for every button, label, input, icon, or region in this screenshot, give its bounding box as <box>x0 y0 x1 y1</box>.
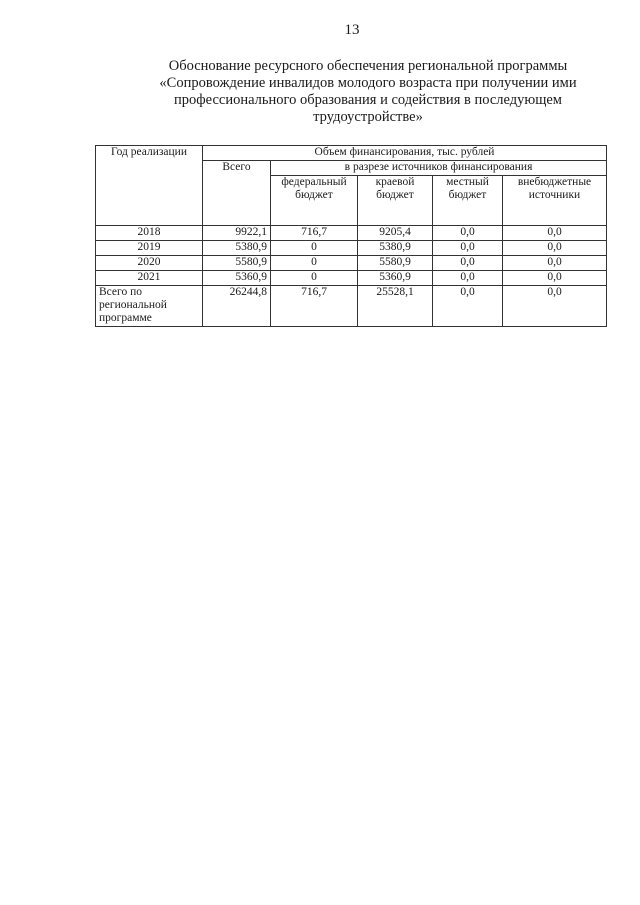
header-extra: внебюджетные источники <box>503 176 607 226</box>
table-row <box>96 256 607 271</box>
cell-total: 5380,9 <box>203 241 271 256</box>
cell-local: 0,0 <box>433 271 503 286</box>
table-row <box>96 271 607 286</box>
cell-federal: 0 <box>271 241 358 256</box>
cell-total: 26244,8 <box>203 286 271 327</box>
title-line: «Сопровождение инвалидов молодого возраста при получении ими <box>159 75 577 91</box>
cell-local: 0,0 <box>433 226 503 241</box>
cell-regional: 9205,4 <box>358 226 433 241</box>
cell-total: 9922,1 <box>203 226 271 241</box>
cell-regional: 5360,9 <box>358 271 433 286</box>
cell-extra: 0,0 <box>503 256 607 271</box>
header-local: местный бюджет <box>433 176 503 226</box>
cell-federal: 716,7 <box>271 286 358 327</box>
cell-federal: 0 <box>271 256 358 271</box>
cell-year: 2019 <box>96 241 203 256</box>
cell-regional: 25528,1 <box>358 286 433 327</box>
cell-total-label: Всего по региональной программе <box>96 286 203 327</box>
title-line: Обоснование ресурсного обеспечения региональной программы <box>168 58 568 74</box>
header-sources: в разрезе источников финансирования <box>271 161 607 176</box>
title-line: профессионального образования и содействия в последующем <box>174 92 562 108</box>
cell-local: 0,0 <box>433 241 503 256</box>
cell-federal: 0 <box>271 271 358 286</box>
cell-year: 2021 <box>96 271 203 286</box>
title-line: трудоустройстве» <box>313 109 423 125</box>
cell-extra: 0,0 <box>503 271 607 286</box>
table-row <box>96 241 607 256</box>
cell-federal: 716,7 <box>271 226 358 241</box>
page-number: 13 <box>344 22 360 38</box>
header-year: Год реализации <box>96 146 203 226</box>
header-federal: федеральный бюджет <box>271 176 358 226</box>
cell-total: 5580,9 <box>203 256 271 271</box>
cell-extra: 0,0 <box>503 241 607 256</box>
cell-year: 2018 <box>96 226 203 241</box>
header-volume: Объем финансирования, тыс. рублей <box>203 146 607 161</box>
financing-table <box>95 145 607 327</box>
cell-local: 0,0 <box>433 256 503 271</box>
table-row <box>96 226 607 241</box>
cell-year: 2020 <box>96 256 203 271</box>
document-title <box>118 58 618 126</box>
cell-regional: 5380,9 <box>358 241 433 256</box>
cell-regional: 5580,9 <box>358 256 433 271</box>
header-total: Всего <box>203 161 271 226</box>
table-total-row <box>96 286 607 327</box>
cell-extra: 0,0 <box>503 286 607 327</box>
header-regional: краевой бюджет <box>358 176 433 226</box>
cell-extra: 0,0 <box>503 226 607 241</box>
cell-total: 5360,9 <box>203 271 271 286</box>
cell-local: 0,0 <box>433 286 503 327</box>
